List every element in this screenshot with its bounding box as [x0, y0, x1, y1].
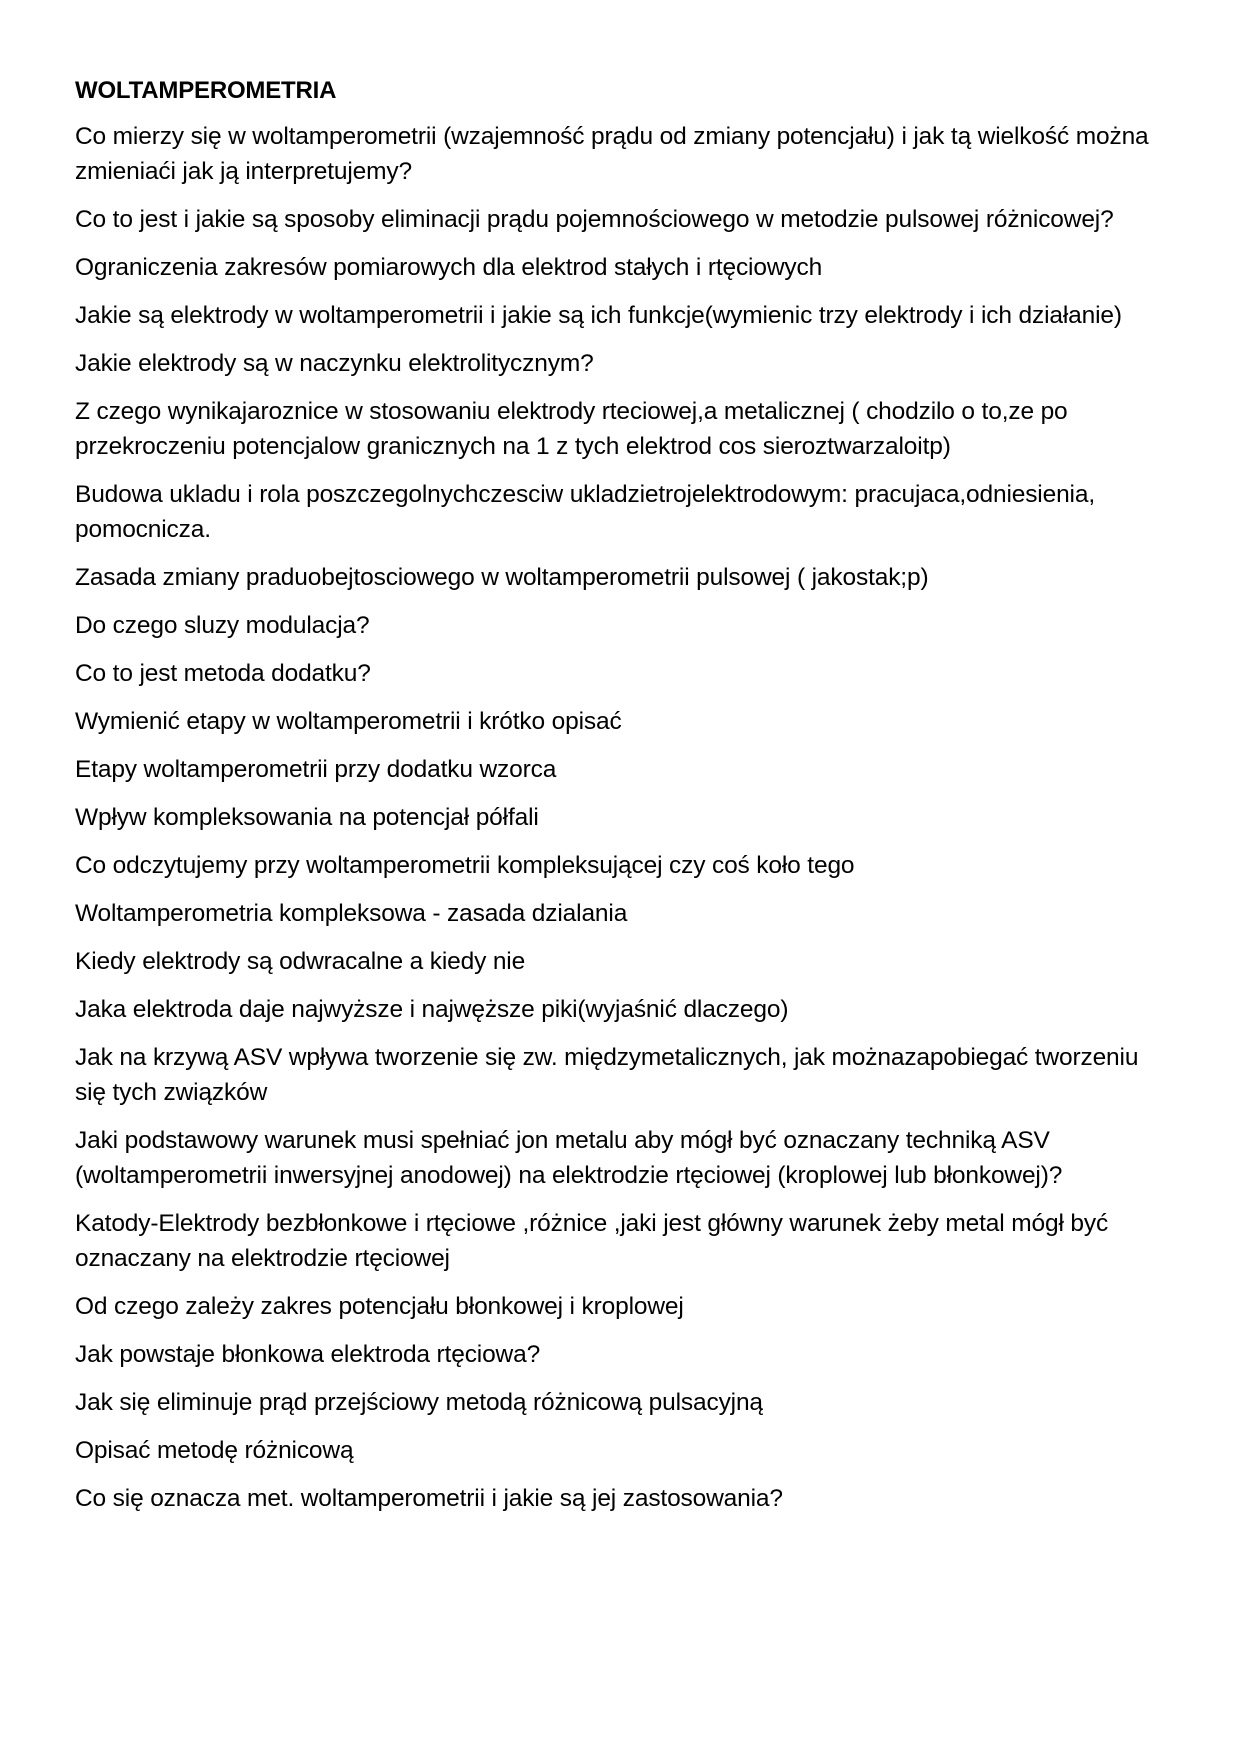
document-body [75, 74, 1170, 1529]
question-5: Jakie elektrody są w naczynku elektrolitycznym? [75, 350, 594, 377]
question-9: Do czego sluzy modulacja? [75, 612, 370, 639]
question-15: Woltamperometria kompleksowa - zasada dzialania [75, 900, 628, 927]
question-24: Opisać metodę różnicową [75, 1437, 354, 1464]
question-14: Co odczytujemy przy woltamperometrii kompleksującej czy coś koło tego [75, 852, 855, 879]
question-7: Budowa ukladu i rola poszczegolnychczesciw ukladzietrojelektrodowym: pracujaca,odniesienia, pomocnicza. [75, 481, 1095, 543]
question-18: Jak na krzywą ASV wpływa tworzenie się zw. międzymetalicznych, jak możnazapobiegać tworzeniu się tych związków [75, 1044, 1139, 1106]
question-4: Jakie są elektrody w woltamperometrii i jakie są ich funkcje(wymienic trzy elektrody i ich działanie) [75, 302, 1122, 329]
question-3: Ograniczenia zakresów pomiarowych dla elektrod stałych i rtęciowych [75, 254, 823, 281]
question-22: Jak powstaje błonkowa elektroda rtęciowa? [75, 1341, 541, 1368]
question-8: Zasada zmiany praduobejtosciowego w woltamperometrii pulsowej ( jakostak;p) [75, 564, 929, 591]
question-10: Co to jest metoda dodatku? [75, 660, 371, 687]
question-1: Co mierzy się w woltamperometrii (wzajemność prądu od zmiany potencjału) i jak tą wielkość można zmieniaći jak ją interpretujemy? [75, 123, 1149, 185]
question-25: Co się oznacza met. woltamperometrii i jakie są jej zastosowania? [75, 1485, 783, 1512]
question-17: Jaka elektroda daje najwyższe i najwęższe piki(wyjaśnić dlaczego) [75, 996, 789, 1023]
document-title: WOLTAMPEROMETRIA [75, 77, 337, 104]
question-19: Jaki podstawowy warunek musi spełniać jon metalu aby mógł być oznaczany techniką ASV (woltamperometrii inwersyjnej anodowej) na elektrodzie rtęciowej (kroplowej lub błonkowej)? [75, 1127, 1063, 1189]
question-13: Wpływ kompleksowania na potencjał półfali [75, 804, 539, 831]
question-2: Co to jest i jakie są sposoby eliminacji prądu pojemnościowego w metodzie pulsowej różnicowej? [75, 206, 1114, 233]
question-16: Kiedy elektrody są odwracalne a kiedy nie [75, 948, 526, 975]
question-12: Etapy woltamperometrii przy dodatku wzorca [75, 756, 557, 783]
question-23: Jak się eliminuje prąd przejściowy metodą różnicową pulsacyjną [75, 1389, 763, 1416]
question-11: Wymienić etapy w woltamperometrii i krótko opisać [75, 708, 622, 735]
question-list [75, 119, 1170, 1516]
question-20: Katody-Elektrody bezbłonkowe i rtęciowe ,różnice ,jaki jest główny warunek żeby metal mógł być oznaczany na elektrodzie rtęciowej [75, 1210, 1109, 1272]
question-21: Od czego zależy zakres potencjału błonkowej i kroplowej [75, 1293, 684, 1320]
question-6: Z czego wynikajaroznice w stosowaniu elektrody rteciowej,a metalicznej ( chodzilo o to,ze po przekroczeniu potencjalow granicznych na 1 z tych elektrod cos sieroztwarzaloitp) [75, 398, 1068, 460]
